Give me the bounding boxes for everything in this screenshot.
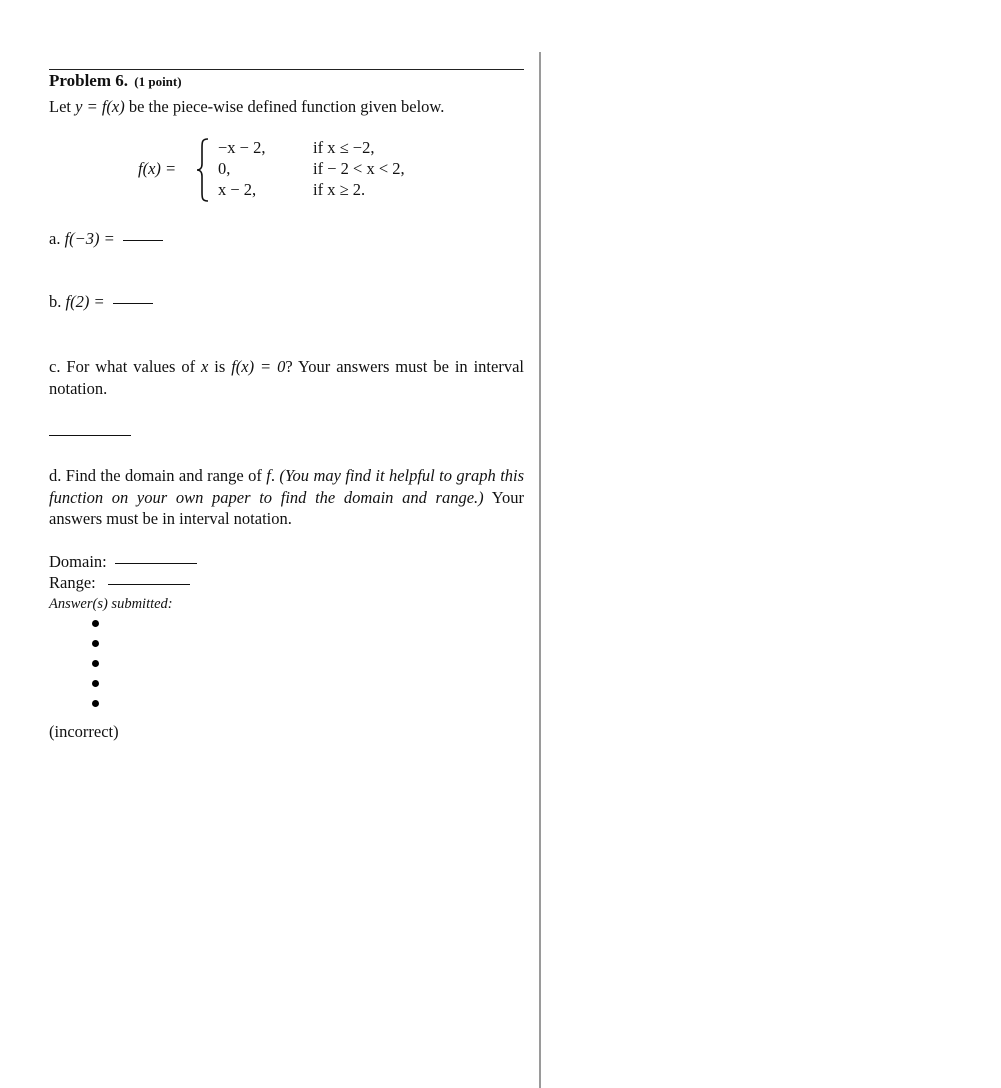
part-b-label: b. <box>49 292 62 311</box>
header-rule <box>49 69 524 70</box>
part-a <box>49 229 163 249</box>
domain-answer-blank[interactable] <box>115 562 197 564</box>
range-row <box>49 573 190 593</box>
problem-points: (1 point) <box>134 74 182 89</box>
range-answer-blank[interactable] <box>108 583 190 585</box>
part-c: c. For what values of x is f(x) = 0? Your answers must be in interval notation. <box>49 357 524 398</box>
part-a-label: a. <box>49 229 61 248</box>
case-2-condition: if − 2 < x < 2, <box>313 159 405 178</box>
part-d: d. Find the domain and range of f. (You may find it helpful to graph this function on your own paper to find the domain and range.) Your answers must be in interval notation. <box>49 466 525 528</box>
part-a-answer-blank[interactable] <box>123 239 163 241</box>
range-label: Range: <box>49 573 96 592</box>
case-1-condition: if x ≤ −2, <box>313 138 375 157</box>
part-c-label: c. <box>49 357 61 376</box>
bullet-icon <box>92 620 99 627</box>
part-a-expr: f(−3) = <box>64 229 115 248</box>
part-c-answer-blank[interactable] <box>49 435 131 436</box>
bullet-icon <box>92 680 99 687</box>
intro-function: y = f(x) <box>75 97 125 116</box>
submission-status: (incorrect) <box>49 722 119 741</box>
case-3-expr: x − 2, <box>218 180 257 199</box>
submitted-answers-list <box>92 620 102 720</box>
part-b-answer-blank[interactable] <box>113 302 153 304</box>
domain-row <box>49 552 197 572</box>
part-b-expr: f(2) = <box>65 292 105 311</box>
part-d-hint: (You may find it helpful to graph this function on your own paper to find the domain and range.) <box>49 466 525 507</box>
part-d-label: d. <box>49 466 62 485</box>
bullet-icon <box>92 660 99 667</box>
case-2-expr: 0, <box>218 159 231 178</box>
bullet-icon <box>92 640 99 647</box>
piecewise-lhs: f(x) = <box>138 159 177 178</box>
case-3-condition: if x ≥ 2. <box>313 180 366 199</box>
case-1-expr: −x − 2, <box>218 138 266 157</box>
part-c-expr: f(x) = 0 <box>231 357 286 376</box>
answers-submitted-label: Answer(s) submitted: <box>49 596 173 612</box>
bullet-icon <box>92 700 99 707</box>
part-b <box>49 292 153 312</box>
domain-label: Domain: <box>49 552 107 571</box>
problem-number: Problem 6. <box>49 71 129 90</box>
problem-title <box>49 71 182 92</box>
column-divider <box>539 52 541 1088</box>
left-brace-icon <box>196 138 210 202</box>
problem-intro: Let y = f(x) be the piece-wise defined function given below. <box>49 97 445 116</box>
